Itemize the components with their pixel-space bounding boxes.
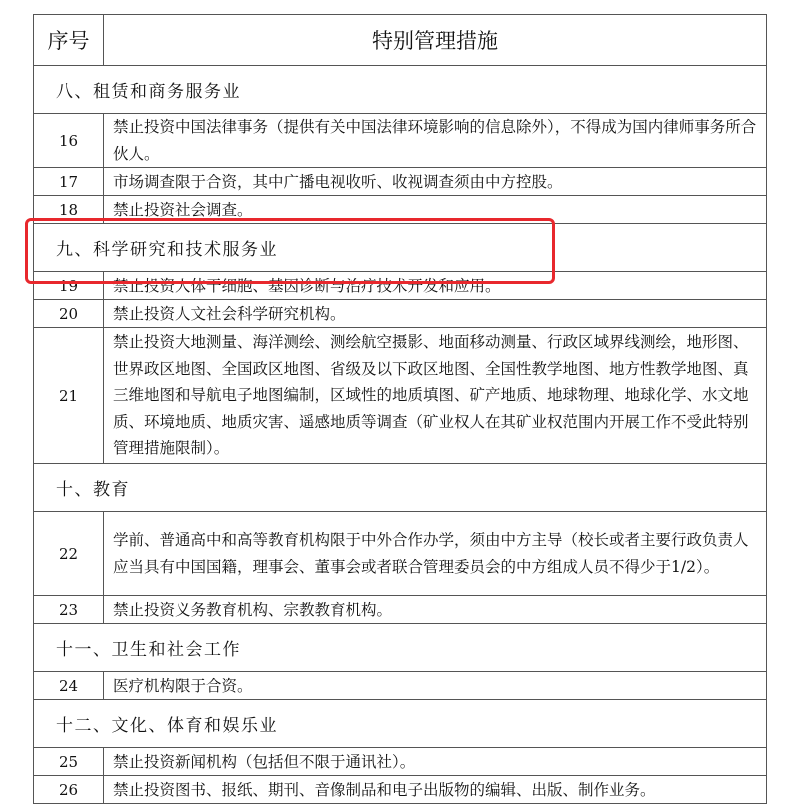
row-measure-text: 禁止投资社会调查。: [104, 196, 767, 224]
section-row: [34, 224, 767, 272]
section-title: 十、教育: [34, 464, 767, 512]
table-row: [34, 114, 767, 168]
row-measure-text: 禁止投资中国法律事务（提供有关中国法律环境影响的信息除外），不得成为国内律师事务所合伙人。: [104, 114, 767, 168]
row-measure-text: 禁止投资新闻机构（包括但不限于通讯社）。: [104, 748, 767, 776]
row-measure-text: 禁止投资义务教育机构、宗教教育机构。: [104, 596, 767, 624]
table-row: [34, 168, 767, 196]
section-title: 十一、卫生和社会工作: [34, 624, 767, 672]
header-special-measures: 特别管理措施: [104, 15, 767, 66]
row-number: 24: [34, 672, 104, 700]
row-measure-text: 禁止投资人体干细胞、基因诊断与治疗技术开发和应用。: [104, 272, 767, 300]
section-row: [34, 700, 767, 748]
row-number: 26: [34, 776, 104, 804]
row-measure-text: 禁止投资人文社会科学研究机构。: [104, 300, 767, 328]
row-measure-text: 学前、普通高中和高等教育机构限于中外合作办学，须由中方主导（校长或者主要行政负责人应当具有中国国籍，理事会、董事会或者联合管理委员会的中方组成人员不得少于1/2）。: [104, 512, 767, 596]
table-row: [34, 300, 767, 328]
section-row: [34, 66, 767, 114]
row-number: 25: [34, 748, 104, 776]
row-number: 20: [34, 300, 104, 328]
table-row: [34, 328, 767, 464]
row-measure-text: 禁止投资大地测量、海洋测绘、测绘航空摄影、地面移动测量、行政区域界线测绘，地形图、世界政区地图、全国政区地图、省级及以下政区地图、全国性教学地图、地方性教学地图、真三维地图和导航电子地图编制，区域性的地质填图、矿产地质、地球物理、地球化学、水文地质、环境地质、地质灾害、遥感地质等调查（矿业权人在其矿业权范围内开展工作不受此特别管理措施限制）。: [104, 328, 767, 464]
table-header-row: [34, 15, 767, 66]
table-row: [34, 272, 767, 300]
row-number: 22: [34, 512, 104, 596]
section-row: [34, 624, 767, 672]
row-number: 23: [34, 596, 104, 624]
row-number: 18: [34, 196, 104, 224]
row-measure-text: 禁止投资图书、报纸、期刊、音像制品和电子出版物的编辑、出版、制作业务。: [104, 776, 767, 804]
table-row: [34, 512, 767, 596]
table-row: [34, 776, 767, 804]
table-row: [34, 672, 767, 700]
section-title: 九、科学研究和技术服务业: [34, 224, 767, 272]
section-title: 八、租赁和商务服务业: [34, 66, 767, 114]
row-measure-text: 市场调查限于合资，其中广播电视收听、收视调查须由中方控股。: [104, 168, 767, 196]
row-number: 21: [34, 328, 104, 464]
row-number: 16: [34, 114, 104, 168]
special-measures-table: [33, 14, 767, 804]
table-row: [34, 596, 767, 624]
table-row: [34, 748, 767, 776]
header-serial-number: 序号: [34, 15, 104, 66]
section-title: 十二、文化、体育和娱乐业: [34, 700, 767, 748]
table-row: [34, 196, 767, 224]
row-number: 19: [34, 272, 104, 300]
row-number: 17: [34, 168, 104, 196]
row-measure-text: 医疗机构限于合资。: [104, 672, 767, 700]
section-row: [34, 464, 767, 512]
